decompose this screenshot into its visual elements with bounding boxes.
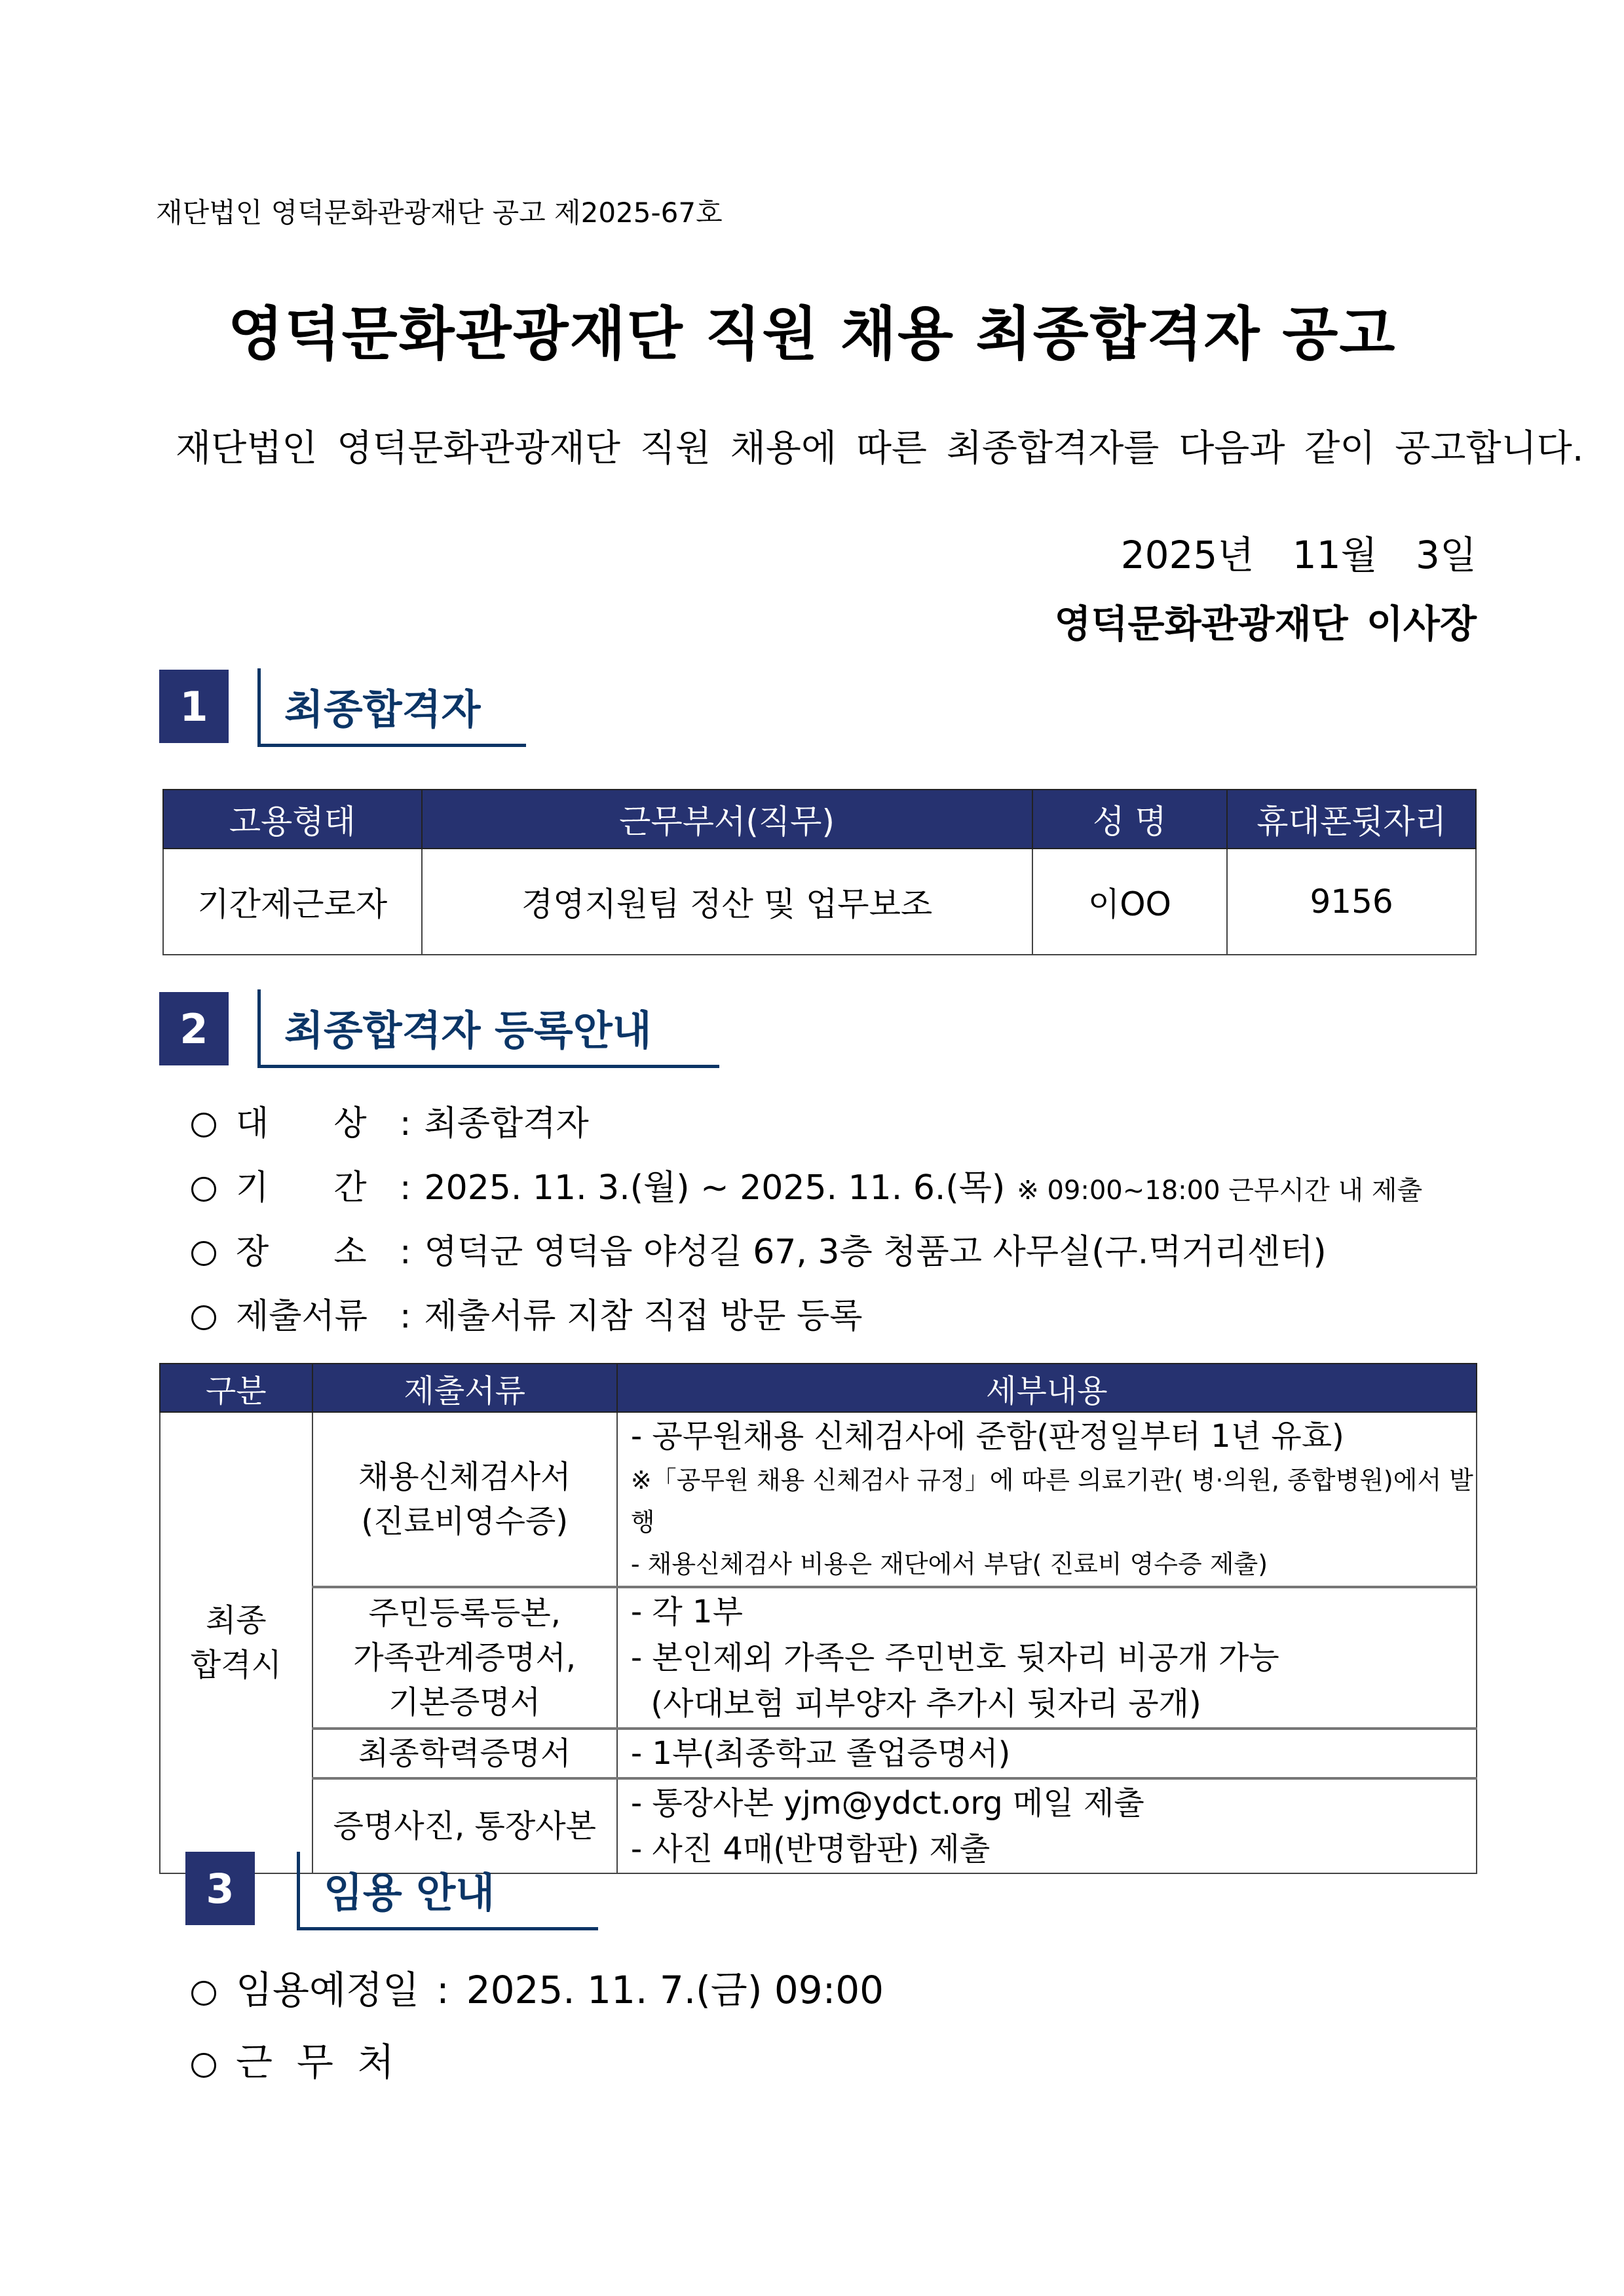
cell-document xyxy=(312,1729,617,1778)
required-documents-table xyxy=(159,1363,1477,1874)
detail-line: (사대보험 피부양자 추가시 뒷자리 공개) xyxy=(630,1685,1201,1722)
table-row xyxy=(160,1729,1477,1778)
item-separator: : xyxy=(400,1297,411,1336)
cell-document xyxy=(312,1412,617,1587)
list-item xyxy=(191,1224,1327,1273)
item-label: 근 무 처 xyxy=(236,2040,394,2084)
cell-details xyxy=(617,1412,1477,1587)
item-label: 대 상 xyxy=(236,1104,367,1143)
circle-bullet-icon xyxy=(191,1177,216,1202)
table-row xyxy=(163,849,1476,955)
header-documents: 제출서류 xyxy=(312,1364,617,1412)
header-category: 구분 xyxy=(160,1364,312,1412)
item-value: 2025. 11. 7.(금) 09:00 xyxy=(466,1968,884,2012)
cell-details xyxy=(617,1729,1477,1778)
table-header-row xyxy=(160,1364,1477,1412)
header-department: 근무부서(직무) xyxy=(422,790,1032,849)
item-separator: : xyxy=(400,1104,411,1143)
cell-document xyxy=(312,1587,617,1729)
item-note: ※ 09:00~18:00 근무시간 내 제출 xyxy=(1017,1176,1423,1206)
document-line: 채용신체검사서 xyxy=(358,1459,571,1495)
document-line: 최종학력증명서 xyxy=(358,1735,571,1772)
cell-phone-last-digits: 9156 xyxy=(1227,849,1476,955)
document-line: 가족관계증명서, xyxy=(353,1639,576,1676)
header-name: 성 명 xyxy=(1032,790,1228,849)
notice-number: 재단법인 영덕문화관광재단 공고 제2025-67호 xyxy=(156,197,723,229)
item-label: 장 소 xyxy=(236,1233,367,1272)
circle-bullet-icon xyxy=(191,1305,216,1330)
page-title: 영덕문화관광재단 직원 채용 최종합격자 공고 xyxy=(227,300,1397,368)
section-3-number: 3 xyxy=(185,1852,255,1925)
item-label: 임용예정일 xyxy=(236,1968,420,2012)
item-separator: : xyxy=(436,1968,449,2012)
list-item xyxy=(191,2031,394,2086)
list-item xyxy=(191,1096,589,1145)
cell-department: 경영지원팀 정산 및 업무보조 xyxy=(422,849,1032,955)
cell-employment-type: 기간제근로자 xyxy=(163,849,422,955)
detail-line: - 채용신체검사 비용은 재단에서 부담( 진료비 영수증 제출) xyxy=(630,1550,1268,1578)
header-phone-last-digits: 휴대폰뒷자리 xyxy=(1227,790,1476,849)
circle-bullet-icon xyxy=(191,1981,216,2006)
item-value: 영덕군 영덕읍 야성길 67, 3층 청품고 사무실(구.먹거리센터) xyxy=(424,1233,1327,1272)
section-2-number: 2 xyxy=(159,992,229,1065)
category-line: 합격시 xyxy=(190,1647,282,1683)
document-line: 주민등록등본, xyxy=(368,1595,561,1632)
document-line: 기본증명서 xyxy=(388,1684,541,1721)
section-1-number: 1 xyxy=(159,670,229,743)
item-label: 제출서류 xyxy=(236,1297,368,1336)
item-separator: : xyxy=(400,1233,411,1272)
header-details: 세부내용 xyxy=(617,1364,1477,1412)
intro-text: 재단법인 영덕문화관광재단 직원 채용에 따른 최종합격자를 다음과 같이 공고합니다. xyxy=(176,427,1584,470)
item-label: 기 간 xyxy=(236,1168,367,1208)
signer: 영덕문화관광재단 이사장 xyxy=(1054,602,1477,646)
item-separator: : xyxy=(400,1168,411,1208)
list-item xyxy=(191,1959,884,2014)
cell-category xyxy=(160,1412,312,1873)
list-item xyxy=(191,1288,862,1337)
detail-line: - 각 1부 xyxy=(630,1594,743,1630)
section-3-heading: 임용 안내 xyxy=(297,1852,598,1930)
final-results-table xyxy=(162,789,1477,955)
circle-bullet-icon xyxy=(191,1241,216,1266)
document-line: 증명사진, 통장사본 xyxy=(333,1808,596,1845)
detail-line: - 1부(최종학교 졸업증명서) xyxy=(630,1735,1011,1772)
circle-bullet-icon xyxy=(191,2053,216,2078)
cell-name: 이OO xyxy=(1032,849,1228,955)
item-value: 제출서류 지참 직접 방문 등록 xyxy=(424,1297,863,1336)
list-item xyxy=(191,1160,1422,1209)
detail-line: - 본인제외 가족은 주민번호 뒷자리 비공개 가능 xyxy=(630,1639,1279,1676)
detail-line: - 공무원채용 신체검사에 준함(판정일부터 1년 유효) xyxy=(630,1418,1344,1455)
document-line: (진료비영수증) xyxy=(361,1503,569,1540)
circle-bullet-icon xyxy=(191,1113,216,1138)
section-2-heading: 최종합격자 등록안내 xyxy=(257,989,719,1068)
table-header-row xyxy=(163,790,1476,849)
cell-details xyxy=(617,1778,1477,1873)
item-value: 2025. 11. 3.(월) ~ 2025. 11. 6.(목) xyxy=(424,1168,1006,1208)
table-row xyxy=(160,1412,1477,1587)
section-1-heading: 최종합격자 xyxy=(257,668,526,747)
header-employment-type: 고용형태 xyxy=(163,790,422,849)
detail-line: - 사진 4매(반명함판) 제출 xyxy=(630,1831,991,1867)
detail-note: ※「공무원 채용 신체검사 규정」에 따른 의료기관( 병·의원, 종합병원)에서 발행 xyxy=(630,1466,1473,1537)
category-line: 최종 xyxy=(205,1602,267,1639)
cell-details xyxy=(617,1587,1477,1729)
item-value: 최종합격자 xyxy=(424,1104,589,1143)
detail-line: - 통장사본 yjm@ydct.org 메일 제출 xyxy=(630,1785,1144,1822)
notice-date: 2025년 11월 3일 xyxy=(1120,533,1477,577)
table-row xyxy=(160,1587,1477,1729)
